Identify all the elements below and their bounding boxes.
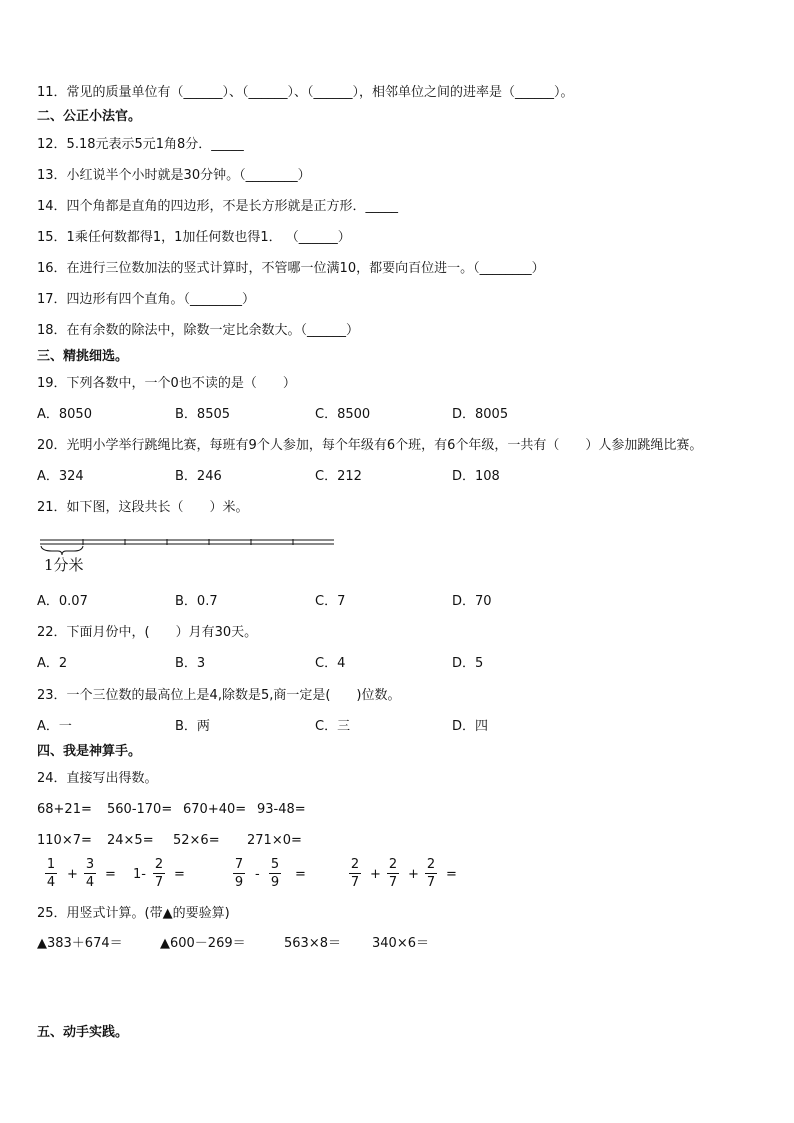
q23-option-c: C．三 (315, 719, 351, 734)
vertical-calc-item: ▲383＋674＝ (37, 936, 123, 951)
vertical-calc-item: 340×6＝ (372, 936, 429, 951)
question-20: 20．光明小学举行跳绳比赛，每班有9个人参加，每个年级有6个班，有6个年级，一共有（ ）人参加跳绳比赛。 (37, 438, 703, 453)
section-4-heading: 四、我是神算手。 (37, 744, 142, 759)
calc-item: 560-170= (107, 802, 173, 817)
fraction: 2 7 (154, 857, 164, 890)
q23-option-d: D．四 (452, 719, 489, 734)
q23-option-b: B．两 (175, 719, 210, 734)
fraction: 2 7 (388, 857, 398, 890)
fraction: 7 9 (234, 857, 244, 890)
calc-item: 52×6= (173, 833, 220, 848)
q21-option-c: C．7 (315, 594, 346, 609)
question-11: 11．常见的质量单位有（______）、（______）、（______），相邻单位之间的进率是（______）。 (37, 85, 574, 100)
section-2-heading: 二、公正小法官。 (37, 109, 142, 124)
question-16: 16．在进行三位数加法的竖式计算时，不管哪一位满10，都要向百位进一。（________） (37, 261, 545, 276)
q21-option-a: A．0.07 (37, 594, 88, 609)
question-21: 21．如下图，这段共长（ ）米。 (37, 500, 249, 515)
q19-option-d: D．8005 (452, 407, 509, 422)
question-13: 13．小红说半个小时就是30分钟。（________） (37, 168, 311, 183)
q19-option-c: C．8500 (315, 407, 371, 422)
fraction: 1 4 (46, 857, 56, 890)
q20-option-c: C．212 (315, 469, 362, 484)
q20-option-b: B．246 (175, 469, 222, 484)
question-18: 18．在有余数的除法中，除数一定比余数大。（______） (37, 323, 360, 338)
calc-item: 68+21= (37, 802, 92, 817)
calc-item: 24×5= (107, 833, 154, 848)
question-14: 14．四个角都是直角的四边形，不是长方形就是正方形．_____ (37, 199, 399, 214)
question-25: 25．用竖式计算。(带▲的要验算) (37, 906, 230, 921)
q21-option-b: B．0.7 (175, 594, 218, 609)
q20-option-d: D．108 (452, 469, 500, 484)
fraction: 5 9 (270, 857, 280, 890)
question-12: 12．5.18元表示5元1角8分．_____ (37, 137, 244, 152)
question-19: 19．下列各数中，一个0也不读的是（ ） (37, 376, 296, 391)
calc-item: 110×7= (37, 833, 92, 848)
q19-option-b: B．8505 (175, 407, 231, 422)
calc-item: 271×0= (247, 833, 302, 848)
question-24: 24．直接写出得数。 (37, 771, 158, 786)
vertical-calc-item: ▲600－269＝ (160, 936, 246, 951)
question-22: 22．下面月份中，( ）月有30天。 (37, 625, 258, 640)
q22-option-b: B．3 (175, 656, 206, 671)
q22-option-d: D．5 (452, 656, 484, 671)
calc-item: 93-48= (257, 802, 306, 817)
fraction: 2 7 (426, 857, 436, 890)
q19-option-a: A．8050 (37, 407, 92, 422)
ruler-figure (38, 534, 338, 574)
question-17: 17．四边形有四个直角。（________） (37, 292, 256, 307)
ruler-label: 1分米 (44, 556, 84, 574)
vertical-calc-item: 563×8＝ (284, 936, 341, 951)
calc-item: 670+40= (183, 802, 247, 817)
fraction: 3 4 (85, 857, 95, 890)
section-5-heading: 五、动手实践。 (37, 1025, 129, 1040)
q23-option-a: A．一 (37, 719, 72, 734)
q22-option-c: C．4 (315, 656, 346, 671)
question-15: 15．1乘任何数都得1，1加任何数也得1． （______） (37, 230, 351, 245)
question-23: 23．一个三位数的最高位上是4,除数是5,商一定是( )位数。 (37, 688, 401, 703)
fraction: 2 7 (350, 857, 360, 890)
q21-option-d: D．70 (452, 594, 492, 609)
section-3-heading: 三、精挑细选。 (37, 349, 129, 364)
q22-option-a: A．2 (37, 656, 68, 671)
q20-option-a: A．324 (37, 469, 84, 484)
